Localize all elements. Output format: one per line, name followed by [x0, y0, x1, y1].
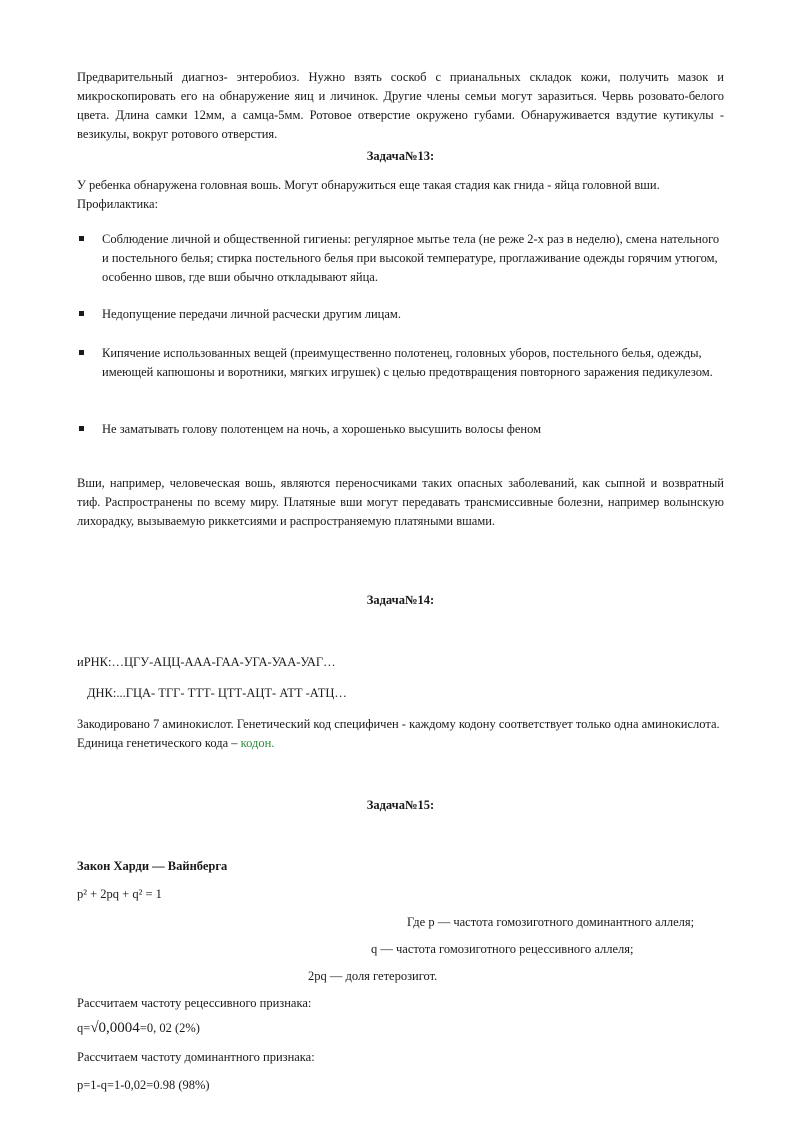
hardy-weinberg-formula: p² + 2pq + q² = 1: [77, 887, 162, 901]
intro-paragraph: Предварительный диагноз- энтеробиоз. Нужно взять соскоб с прианальных складок кожи, получить мазок и микроскопировать его на обнаружение яиц и личинок. Другие члены семьи могут заразиться. Червь розовато-белого цвета. Длина самки 12мм, а самца-5мм. Ротовое отверстие окружено губами. Обнаруживается вздутие кутикулы - везикулы, вокруг ротового отверстия.: [77, 70, 724, 141]
task15-heading: Задача№15:: [366, 798, 435, 812]
bullet-icon: [79, 311, 84, 316]
list-item-text: Кипячение использованных вещей (преимущественно полотенец, головных уборов, постельного белья, одежды, имеющей капюшоны и воротники, мягких игрушек) с целью предотвращения повторного заражения педикулезом.: [102, 346, 713, 379]
task14-heading: Задача№14:: [366, 593, 435, 607]
list-item-text: Не заматывать голову полотенцем на ночь, а хорошенько высушить волосы феном: [102, 422, 542, 436]
q-result: =0, 02 (2%): [139, 1021, 200, 1035]
task13-intro: У ребенка обнаружена головная вошь. Могут обнаружиться еще такая стадия как гнида - яйца головной вши. Профилактика:: [77, 178, 660, 211]
task13-heading: Задача№13:: [366, 149, 435, 163]
p-calculation: p=1-q=1-0,02=0.98 (98%): [77, 1078, 210, 1092]
task14-conclusion: [77, 715, 724, 753]
bullet-icon: [79, 350, 84, 355]
list-item-text: Соблюдение личной и общественной гигиены: регулярное мытье тела (не реже 2-х раз в неделю), смена нательного и постельного белья; стирка постельного белья при высокой температуре, проглаживание одежды горячим утюгом, особенно швов, где вши обычно откладывают яйца.: [102, 232, 720, 284]
where-p-line: Где p — частота гомозиготного доминантного аллеля;: [407, 915, 695, 929]
lice-paragraph: Вши, например, человеческая вошь, являются переносчиками таких опасных заболеваний, как сыпной и возвратный тиф. Распространены по всему миру. Платяные вши могут передавать трансмиссивные болезни, например волынскую лихорадку, вызываемую риккетсиями и распространяемую платяными вшами.: [77, 476, 724, 528]
q-prefix: q=: [77, 1021, 91, 1035]
where-2pq-line: 2pq — доля гетерозигот.: [308, 969, 438, 983]
q-sqrt: √0,0004: [90, 1020, 140, 1036]
mrna-sequence: иРНК:…ЦГУ-АЦЦ-ААА-ГАА-УГА-УАА-УАГ…: [77, 655, 336, 669]
law-title: Закон Харди — Вайнберга: [77, 859, 228, 873]
where-q-line: q — частота гомозиготного рецессивного аллеля;: [371, 942, 634, 956]
q-calculation: [77, 1019, 724, 1038]
codon-term: кодон.: [240, 736, 275, 750]
dna-sequence: ДНК:...ГЦА- ТГГ- ТТТ- ЦТТ-АЦТ- АТТ -АТЦ…: [87, 686, 347, 700]
bullet-icon: [79, 236, 84, 241]
conclusion-text: Закодировано 7 аминокислот. Генетический код специфичен - каждому кодону соответствует только одна аминокислота. Единица генетического кода –: [77, 717, 720, 750]
list-item-text: Недопущение передачи личной расчески другим лицам.: [102, 307, 401, 321]
bullet-icon: [79, 426, 84, 431]
calc-dominant-label: Рассчитаем частоту доминантного признака:: [77, 1050, 315, 1064]
calc-recessive-label: Рассчитаем частоту рецессивного признака:: [77, 996, 312, 1010]
